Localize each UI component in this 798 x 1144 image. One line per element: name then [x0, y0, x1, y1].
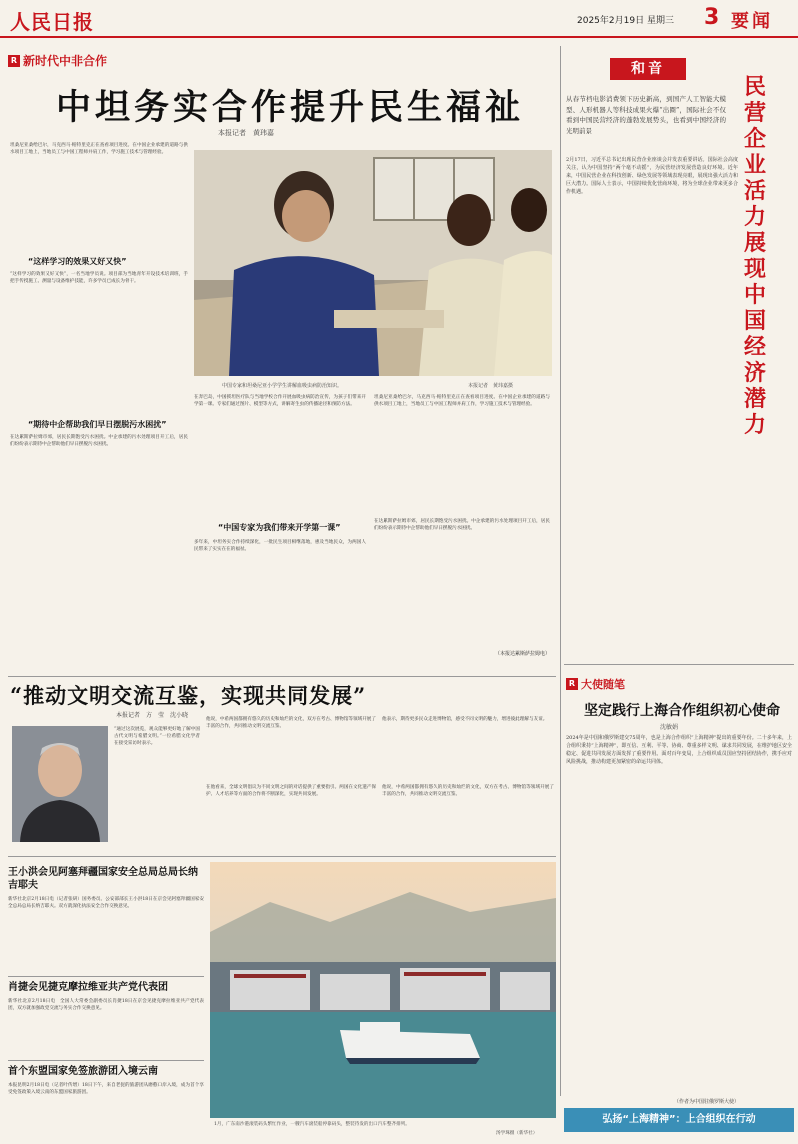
port-photo: [210, 862, 556, 1118]
paragraph: 在奔巴岛，中国援坦医疗队与当地学校合作开展血吸虫病防治宣传，为孩子们带来开学第一课。专家们通过图片、模型等方式，讲解寄生虫的传播途径和预防方法。: [194, 395, 366, 408]
column-icon: R: [8, 55, 20, 67]
essay-headline: 坚定践行上海合作组织初心使命: [584, 703, 780, 719]
brief-headline: 肖捷会见捷克摩拉维亚共产党代表团: [8, 982, 168, 993]
photo-caption: 中国专家和坦桑尼亚小学学生讲解血吸虫病防治知识。: [222, 383, 343, 389]
paragraph: 他表示，期待更多民众走进博物馆，感受不同文明的魅力，增进彼此理解与友谊。: [382, 717, 548, 722]
newspaper-logo: 人民日报: [10, 10, 94, 34]
essay-body: 2024年是中国和俄罗斯建交75周年，也是上海合作组织“上海精神”提出的重要年份。二十多年来，上合组织秉持“上海精神”，即互信、互利、平等、协商、尊重多样文明、谋求共同发展，在维护地区安全稳定、促进共同发展方面发挥了重要作用。面对百年变局，上合组织成员国应坚持团结协作，携手应对风险挑战，推动构建更加紧密的命运共同体。: [566, 735, 792, 765]
sidebar-lead: 从春节档电影消费领下历史新高，到国产人工智能大模型、人形机器人等科技成果火爆“出圈”，国际社会不仅看到中国民营经济的蓬勃发展势头，也看到中国经济的光明前景: [566, 95, 726, 135]
paragraph: 他说，中希两国都拥有悠久的历史和灿烂的文化，双方在考古、博物馆等领域开展了丰富的合作，共同推动文明交流互鉴。: [382, 785, 554, 798]
subhead: “期待中企帮助我们早日摆脱污水困扰”: [28, 420, 167, 429]
brief-headline: 王小洪会见阿塞拜疆国家安全总局总局长纳吉耶夫: [8, 867, 198, 891]
interview-byline: 本报记者 方 莹 沈小晓: [116, 712, 189, 719]
paragraph: 坦桑尼亚桑给巴尔，马克西马·帕特里克正在查看项目进度。在中国企业承建的道路与供水项目工地上，当地员工与中国工程师并肩工作，学习施工技术与管理经验。: [374, 395, 550, 408]
brief-rule: [8, 1060, 204, 1061]
series-banner: 弘扬“上海精神”：上合组织在行动: [564, 1108, 794, 1132]
main-story: [8, 46, 556, 674]
column-tag-label: 新时代中非合作: [23, 54, 108, 68]
column-divider: [560, 46, 561, 1096]
subhead: “这样学习的效果又好又快”: [28, 257, 127, 266]
section-rule: [8, 676, 556, 677]
column-tag: [8, 52, 107, 69]
paragraph: 他说，中希两国都拥有悠久的历史和灿烂的文化，双方在考古、博物馆等领域开展了丰富的合作，共同推动文明交流互鉴。: [206, 717, 376, 730]
port-photo-caption: 1月，广东南沙港滚装码头繁忙作业，一艘汽车滚装船停靠码头，整装待发的出口汽车整齐排列。: [214, 1122, 410, 1127]
body-column-3: [374, 394, 550, 666]
ambassador-essay: [564, 668, 794, 1144]
sidebar-commentary: [564, 46, 794, 660]
brief-body: 本报昆明2月18日电（记者叶传增）18日下午，来自老挝的旅游团从磨憨口岸入境，成为首个享受免签政策入境云南的东盟国家旅游团。: [8, 1083, 204, 1096]
interview-headline: “推动文明交流互鉴，实现共同发展”: [10, 683, 367, 708]
source-note: （本报达累斯萨拉姆电）: [494, 651, 550, 657]
essay-column-tag: [566, 676, 625, 692]
essay-author: 沈敏娟: [660, 724, 679, 731]
column-icon: R: [566, 678, 578, 690]
interview-story: [8, 680, 556, 852]
subhead: “中国专家为我们带来开学第一课”: [218, 523, 341, 532]
paragraph: 多年来，中坦务实合作持续深化，一批民生项目相继落地，惠及当地民众，为两国人民带来了实实在在的福祉。: [194, 540, 366, 553]
essay-column-label: 大使随笔: [581, 678, 625, 691]
masthead: [0, 0, 798, 40]
interviewee-portrait: [12, 726, 108, 842]
paragraph: 在他看来，全球文明倡议为不同文明之间的对话提供了重要指引。两国在文化遗产保护、人才培养等方面的合作将不断深化，实现共同发展。: [206, 785, 376, 798]
body-column-1: [10, 142, 188, 672]
sidebar-title: 民营企业活力展现中国经济潜力: [744, 74, 767, 438]
byline: 本报记者 黄玮嘉: [218, 129, 274, 137]
sidebar-badge: 和音: [610, 58, 686, 80]
body-column-2: [194, 394, 366, 674]
brief-body: 新华社北京2月18日电（记者张研）国务委员、公安部部长王小洪18日在京会见阿塞拜疆国家安全总局总局长纳吉耶夫。双方就深化执法安全合作交换意见。: [8, 897, 204, 910]
port-photo-image: [210, 862, 556, 1118]
issue-date: 2025年2月19日 星期三: [577, 16, 674, 26]
masthead-rule: [0, 36, 798, 38]
photo-credit: 本报记者 黄玮嘉摄: [468, 383, 514, 389]
classroom-photo-image: [194, 150, 552, 376]
essay-source-note: （作者为中国驻俄罗斯大使）: [674, 1099, 740, 1105]
brief-headline: 首个东盟国家免签旅游团入境云南: [8, 1066, 158, 1077]
section-rule: [8, 856, 556, 857]
paragraph: 在达累斯萨拉姆市郊，居民长期饱受污水困扰。中企承建的污水处理项目开工后，居民们纷纷表示期待中企帮助他们早日摆脱污水困扰。: [10, 435, 188, 448]
headline: 中坦务实合作提升民生福祉: [56, 87, 525, 128]
paragraph: 坦桑尼亚桑给巴尔，马克西马·帕特里克正在查看项目进度。在中国企业承建的道路与供水项目工地上，当地员工与中国工程师并肩工作，学习施工技术与管理经验。: [10, 143, 188, 156]
paragraph: “通过这次展览，观众能够更好地了解中国古代文明与希腊文明。”一位希腊文化学者在接受采访时表示。: [114, 727, 200, 747]
interview-column-2: [206, 716, 376, 850]
briefs-column: [8, 860, 204, 1144]
brief-body: 新华社北京2月18日电 全国人大常委会副委员长肖捷18日在京会见捷克摩拉维亚共产党代表团，双方就加强政党交流与务实合作交换意见。: [8, 999, 204, 1012]
interview-column-1: [114, 726, 200, 850]
classroom-photo: [194, 150, 552, 376]
sidebar-body: 2月17日，习近平总书记出席民营企业座谈会并发表重要讲话。国际社会高度关注，认为中国坚持“两个毫不动摇”，为民营经济发展营造良好环境。近年来，中国民营企业在科技创新、绿色发展等领域表现亮眼，展现出强大活力和巨大潜力。国际人士表示，中国持续优化营商环境，将为全球企业带来更多合作机遇。: [566, 157, 738, 195]
brief-rule: [8, 976, 204, 977]
port-photo-credit: 汤学珠摄（新华社）: [496, 1131, 538, 1136]
page-number: 3: [704, 5, 720, 30]
sidebar-rule: [564, 664, 794, 665]
interview-column-3: [382, 716, 554, 850]
paragraph: 在达累斯萨拉姆市郊，居民长期饱受污水困扰。中企承建的污水处理项目开工后，居民们纷纷表示期待中企帮助他们早日摆脱污水困扰。: [374, 519, 550, 532]
paragraph: “这样学习的效果又好又快”，一名当地学员说。项目部为当地青年开设技术培训班，手把手传授施工、测量与设备维护技能，许多学员已成长为骨干。: [10, 272, 188, 285]
section-title: 要闻: [731, 11, 773, 32]
